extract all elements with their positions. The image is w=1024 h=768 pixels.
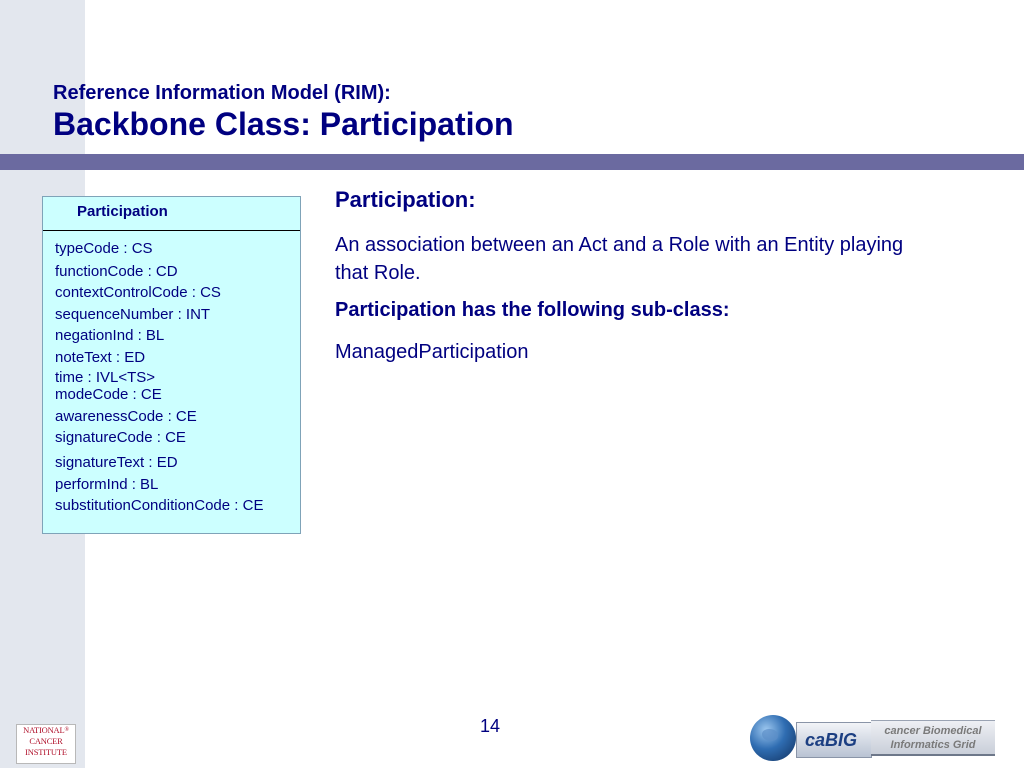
- cabig-wordmark: caBIG: [805, 730, 858, 750]
- subclass-heading: Participation has the following sub-class:: [335, 299, 730, 321]
- cabig-logo: [750, 714, 1000, 762]
- nci-logo-line2: CANCER: [29, 736, 63, 746]
- uml-class-name: Participation: [77, 203, 168, 220]
- uml-class-box: [42, 196, 301, 534]
- cabig-tagline: [871, 720, 995, 756]
- page-number: 14: [480, 716, 501, 736]
- uml-attribute: signatureCode : CE: [55, 429, 186, 446]
- nci-logo-line1: NATIONAL®: [23, 725, 69, 735]
- subclass-item: ManagedParticipation: [335, 341, 529, 363]
- nci-logo-line3: INSTITUTE: [25, 747, 67, 757]
- description-definition: An association between an Act and a Role with an Entity playing that Role.: [335, 234, 904, 284]
- nci-logo: [16, 724, 76, 764]
- slide-subtitle: Reference Information Model (RIM):: [53, 82, 391, 104]
- uml-attribute: awarenessCode : CE: [55, 408, 197, 425]
- uml-attribute: typeCode : CS: [55, 240, 153, 257]
- uml-attribute: sequenceNumber : INT: [55, 306, 211, 323]
- slide-title: Backbone Class: Participation: [53, 106, 514, 142]
- uml-attribute: negationInd : BL: [55, 327, 165, 344]
- uml-attribute: signatureText : ED: [55, 454, 178, 471]
- cabig-tagline-line1: cancer Biomedical: [884, 725, 982, 737]
- cabig-wordmark-box: [796, 722, 872, 758]
- uml-attribute: noteText : ED: [55, 349, 146, 366]
- uml-attribute: modeCode : CE: [55, 386, 162, 403]
- globe-icon: [750, 715, 796, 761]
- description-heading: Participation:: [335, 187, 476, 212]
- uml-attribute: functionCode : CD: [55, 263, 178, 280]
- uml-attribute: performInd : BL: [55, 476, 159, 493]
- cabig-tagline-line2: Informatics Grid: [890, 739, 976, 751]
- uml-attribute: substitutionConditionCode : CE: [55, 497, 264, 514]
- uml-attribute: time : IVL<TS>: [55, 369, 156, 386]
- uml-attribute: contextControlCode : CS: [55, 284, 221, 301]
- title-divider-bar: [0, 154, 1024, 170]
- uml-divider: [43, 230, 300, 231]
